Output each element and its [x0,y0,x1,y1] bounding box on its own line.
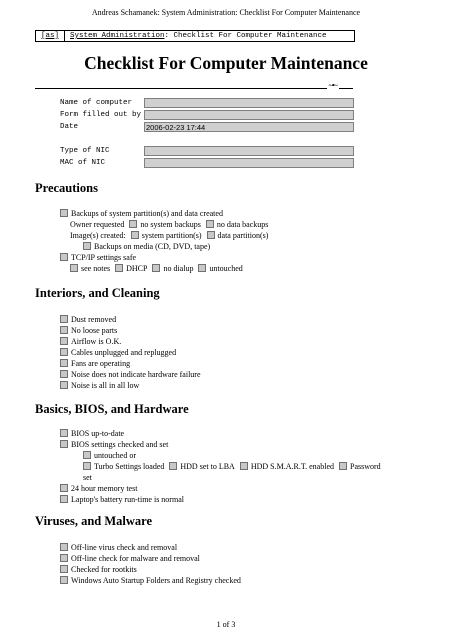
checklist-item [60,381,139,391]
checkbox[interactable] [152,264,160,272]
page-number: 1 of 3 [216,620,236,629]
checkbox[interactable] [83,451,91,459]
filled-by-field[interactable] [144,110,354,120]
checkbox[interactable] [60,348,68,356]
nic-type-field[interactable] [144,146,354,156]
checkbox[interactable] [83,462,91,470]
checklist-item [60,429,124,439]
checklist-item [60,440,168,450]
option-label: no data backups [216,220,269,229]
checkbox[interactable] [60,326,68,334]
item-label: Cables unplugged and replugged [71,348,177,357]
option-label: Turbo Settings loaded [94,462,165,471]
option-label: DHCP [126,264,148,273]
checklist-subitem [83,462,381,472]
form-row-filled [60,110,356,121]
item-label: Laptop's battery run-time is normal [71,495,184,504]
item-label: Noise is all in all low [71,381,140,390]
computer-name-field[interactable] [144,98,354,108]
date-label: Date [60,123,79,131]
checklist-item [60,337,121,347]
mac-field[interactable] [144,158,354,168]
checkbox[interactable] [60,440,68,448]
checklist-item [60,370,201,380]
item-label: BIOS up-to-date [71,429,125,438]
checkbox[interactable] [83,242,91,250]
item-label: Noise does not indicate hardware failure [71,370,201,379]
checklist-item [60,576,241,586]
checklist-subitem [70,231,268,241]
option-label: HDD set to LBA [180,462,235,471]
form-row-computer [60,98,356,109]
ornament-icon: ~•~ [328,81,337,90]
checkbox[interactable] [129,220,137,228]
item-label: Backups on media (CD, DVD, tape) [94,242,211,251]
item-label: BIOS settings checked and set [71,440,169,449]
checkbox[interactable] [115,264,123,272]
checklist-subitem [70,220,268,230]
checkbox[interactable] [169,462,177,470]
item-label: Fans are operating [71,359,131,368]
item-label: Image(s) created: [70,231,126,240]
checklist-item [60,543,177,553]
breadcrumb [35,30,355,42]
checklist-item [60,253,136,263]
form-row-date [60,122,356,133]
section-heading-interiors: Interiors, and Cleaning [35,286,160,300]
checkbox[interactable] [60,315,68,323]
option-label: no dialup [163,264,194,273]
checkbox[interactable] [60,209,68,217]
checkbox[interactable] [60,484,68,492]
date-field[interactable]: 2006-02-23 17:44 [144,122,354,132]
checkbox[interactable] [60,495,68,503]
option-label: untouched or [94,451,136,460]
checkbox[interactable] [206,220,214,228]
checklist-item [60,565,137,575]
checkbox[interactable] [60,565,68,573]
checklist-subitem [83,242,210,252]
item-label: TCP/IP settings safe [71,253,137,262]
section-heading-precautions: Precautions [35,181,98,195]
checklist-item [60,359,130,369]
checkbox[interactable] [339,462,347,470]
item-label: Windows Auto Startup Folders and Registry checked [71,576,241,585]
option-label: data partition(s) [217,231,269,240]
item-label: Dust removed [71,315,117,324]
checkbox[interactable] [60,429,68,437]
checklist-item [60,348,176,358]
title-rule [35,81,353,92]
checklist-item [60,554,200,564]
checklist-subitem [70,264,243,274]
form-row-nic-type [60,146,356,157]
computer-name-label: Name of computer [60,99,133,107]
section-heading-bios: Basics, BIOS, and Hardware [35,402,189,416]
checklist-item [60,209,223,219]
item-label: Off-line virus check and removal [71,543,178,552]
breadcrumb-separator: : [164,32,174,40]
mac-label: MAC of NIC [60,159,106,167]
page-title: Checklist For Computer Maintenance [84,53,368,73]
option-label: see notes [81,264,111,273]
option-label: HDD S.M.A.R.T. enabled [250,462,335,471]
checkbox[interactable] [60,576,68,584]
horizontal-rule [35,88,353,89]
checklist-item [60,315,116,325]
checkbox[interactable] [60,554,68,562]
checklist-item [60,495,184,505]
checkbox[interactable] [70,264,78,272]
checkbox[interactable] [198,264,206,272]
item-label: Off-line check for malware and removal [71,554,200,563]
section-link[interactable]: System Administration [70,32,165,40]
checkbox[interactable] [240,462,248,470]
checkbox[interactable] [60,381,68,389]
section-heading-viruses: Viruses, and Malware [35,514,153,528]
home-link[interactable]: [as] [36,31,65,41]
nic-type-label: Type of NIC [60,147,110,155]
checkbox[interactable] [207,231,215,239]
checkbox[interactable] [60,543,68,551]
item-label: No loose parts [71,326,118,335]
item-label: Checked for rootkits [71,565,137,574]
checklist-item [60,326,117,336]
running-header: Andreas Schamanek: System Administration: Checklist For Computer Maintenance [91,8,361,17]
option-label: no system backups [140,220,201,229]
item-label: Owner requested [70,220,125,229]
option-label: untouched [209,264,243,273]
breadcrumb-current: Checklist For Computer Maintenance [173,32,327,40]
filled-by-label: Form filled out by [60,111,142,119]
checklist-item [60,484,137,494]
checkbox[interactable] [60,359,68,367]
checkbox[interactable] [60,253,68,261]
checkbox[interactable] [131,231,139,239]
item-label: 24 hour memory test [71,484,138,493]
form-row-mac [60,158,356,169]
checklist-subitem [83,451,136,461]
item-label: Airflow is O.K. [71,337,122,346]
item-label: Backups of system partition(s) and data created [71,209,223,218]
option-continuation: set [83,473,92,482]
checkbox[interactable] [60,370,68,378]
checkbox[interactable] [60,337,68,345]
option-label: system partition(s) [141,231,202,240]
option-label: Password [350,462,381,471]
